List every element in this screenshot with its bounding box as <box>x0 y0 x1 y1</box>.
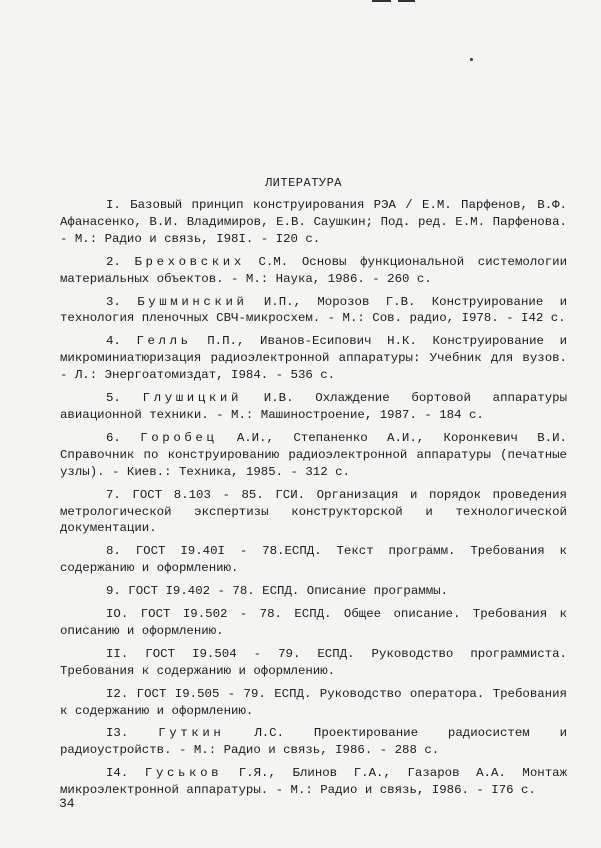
reference-item: 5. Глушицкий И.В. Охлаждение бортовой аппаратуры авиационной техники. - М.: Машиностроение, 1987. - 184 с. <box>60 391 568 422</box>
reference-item: I. Базовый принцип конструирования РЭА / Е.М. Парфенов, В.Ф. Афанасенко, В.И. Владимиров, Е.В. Саушкин; Под. ред. Е.М. Парфенова. - М.: Радио и связь, I98I. - I20 с. <box>60 198 567 246</box>
reference-item: 7. ГОСТ 8.103 - 85. ГСИ. Организация и порядок проведения метрологической экспертизы конструкторской и технологической документации. <box>60 487 567 536</box>
reference-item: 9. ГОСТ I9.402 - 78. ЕСПД. Описание программы. <box>106 584 449 599</box>
scan-mark <box>398 0 415 2</box>
reference-item: IO. ГОСТ I9.502 - 78. ЕСПД. Общее описание. Требования к описанию и оформлению. <box>60 607 567 638</box>
reference-item: 6. Горобец А.И., Степаненко А.И., Коронкевич В.И. Справочник по конструированию радиоэлектронной аппаратуры (печатные узлы). - Киев.: Техника, 1985. - 312 с. <box>60 430 567 479</box>
reference-list <box>60 197 567 805</box>
reference-item: 3. Бушминский И.П., Морозов Г.В. Конструирование и технология пленочных СВЧ-микросхем. - М.: Сов. радио, I978. - I42 с. <box>60 294 568 326</box>
reference-item: I4. Гуськов Г.Я., Блинов Г.А., Газаров А.А. Монтаж микроэлектронной аппаратуры. - М.: Радио и связь, I986. - I76 с. <box>60 766 568 798</box>
reference-item: 8. ГОСТ I9.40I - 78.ЕСПД. Текст программ. Требования к содержанию и оформлению. <box>60 544 567 576</box>
scan-mark <box>372 0 391 2</box>
reference-item: I2. ГОСТ I9.505 - 79. ЕСПД. Руководство оператора. Требования к содержанию и оформлению. <box>60 686 567 718</box>
reference-item: 4. Гелль П.П., Иванов-Есипович Н.К. Конструирование и микроминиатюризация радиоэлектронной аппаратуры: Учебник для вузов. - Л.: Энергоатомиздат, I984. - 536 с. <box>60 334 568 383</box>
reference-item: II. ГОСТ I9.504 - 79. ЕСПД. Руководство программиста. Требования к содержанию и оформлению. <box>60 646 567 678</box>
page-number: 34 <box>59 796 75 811</box>
page-title: ЛИТЕРАТУРА <box>264 176 342 190</box>
reference-item: 2. Бреховских С.М. Основы функциональной системологии материальных объектов. - М.: Наука, 1986. - 260 с. <box>60 254 568 286</box>
scan-dot <box>470 58 473 61</box>
reference-item: I3. Гуткин Л.С. Проектирование радиосистем и радиоустройств. - М.: Радио и связь, I986. - 288 с. <box>60 726 568 758</box>
